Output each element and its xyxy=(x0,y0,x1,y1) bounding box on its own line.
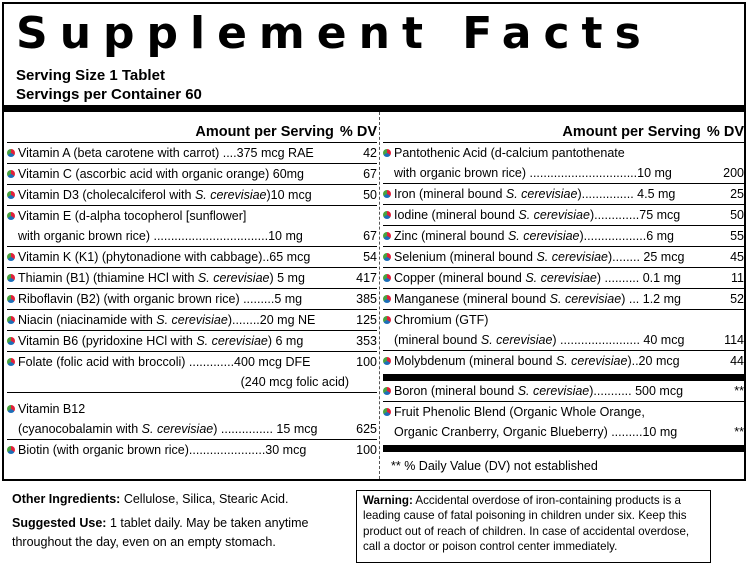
nutrient-text xyxy=(7,164,349,184)
nutrient-line: Vitamin E (d-alpha tocopherol [sunflower] xyxy=(18,209,247,223)
bullet-icon xyxy=(383,149,391,157)
nutrient-row xyxy=(383,289,744,310)
nutrient-text xyxy=(383,205,716,225)
section-rule xyxy=(383,374,744,381)
nutrient-row xyxy=(383,351,744,371)
dv-value: 44 xyxy=(730,354,744,368)
bullet-icon xyxy=(7,253,15,261)
nutrient-row xyxy=(383,310,744,351)
amount-header: Amount per Serving xyxy=(562,124,701,140)
nutrient-line: Copper (mineral bound S. cerevisiae) .......... 0.1 mg xyxy=(394,271,681,285)
nutrient-row xyxy=(7,143,377,164)
nutrient-row xyxy=(7,247,377,268)
column-divider xyxy=(379,112,380,479)
bullet-icon xyxy=(7,274,15,282)
nutrient-row xyxy=(383,205,744,226)
thick-rule xyxy=(4,105,744,112)
nutrient-line: Manganese (mineral bound S. cerevisiae) ... 1.2 mg xyxy=(394,292,681,306)
nutrient-text xyxy=(7,331,349,351)
other-ingredients-label: Other Ingredients: xyxy=(12,492,121,506)
nutrient-line-continued: with organic brown rice) ...............................10 mg xyxy=(394,166,672,180)
bullet-icon xyxy=(383,316,391,324)
nutrient-line: Vitamin A (beta carotene with carrot) ....375 mcg RAE xyxy=(18,146,314,160)
nutrient-text xyxy=(7,289,349,309)
dv-value: 100 xyxy=(356,355,377,369)
nutrient-line: Fruit Phenolic Blend (Organic Whole Orange, xyxy=(394,405,645,419)
nutrient-row xyxy=(7,164,377,185)
nutrient-text xyxy=(7,310,349,330)
nutrient-line: Biotin (with organic brown rice)......................30 mcg xyxy=(18,443,307,457)
nutrient-line: Chromium (GTF) xyxy=(394,313,489,327)
dv-value: 385 xyxy=(356,292,377,306)
right-column-header xyxy=(383,121,744,143)
bullet-icon xyxy=(7,191,15,199)
dv-header: % DV xyxy=(706,124,744,140)
nutrient-row xyxy=(383,402,744,442)
nutrient-line: Vitamin K (K1) (phytonadione with cabbage)..65 mcg xyxy=(18,250,311,264)
nutrient-row xyxy=(7,268,377,289)
servings-per-container: Servings per Container 60 xyxy=(16,86,202,103)
dv-value: 417 xyxy=(356,271,377,285)
warning-label: Warning: xyxy=(363,494,413,507)
warning-text: Accidental overdose of iron-containing products is a leading cause of fatal poisoning in children under six. Keep this product out of reach of children. In case of accidental overdose, call a doctor or poison control center immediately. xyxy=(363,494,690,554)
bullet-icon xyxy=(7,316,15,324)
nutrient-text xyxy=(7,185,349,205)
nutrient-text xyxy=(383,402,716,442)
nutrient-line: Selenium (mineral bound S. cerevisiae)........ 25 mcg xyxy=(394,250,685,264)
bullet-icon xyxy=(7,149,15,157)
dv-value: 52 xyxy=(730,292,744,306)
bullet-icon xyxy=(7,446,15,454)
dv-value: 67 xyxy=(363,167,377,181)
nutrient-text xyxy=(383,226,716,246)
bullet-icon xyxy=(7,405,15,413)
nutrient-row xyxy=(7,310,377,331)
dv-value: 11 xyxy=(731,271,744,285)
nutrient-line-continued: (cyanocobalamin with S. cerevisiae) ............... 15 mcg xyxy=(18,422,318,436)
dv-value: 200 xyxy=(723,166,744,180)
nutrient-row xyxy=(383,226,744,247)
nutrient-line-continued: Organic Cranberry, Organic Blueberry) .........10 mg xyxy=(394,425,678,439)
dv-value: 50 xyxy=(730,208,744,222)
dv-value: 100 xyxy=(356,443,377,457)
warning-box xyxy=(356,490,711,563)
bullet-icon xyxy=(7,358,15,366)
nutrient-line-continued: (mineral bound S. cerevisiae) ....................... 40 mcg xyxy=(394,333,685,347)
dv-value: 25 xyxy=(730,187,744,201)
other-ingredients xyxy=(12,490,342,508)
nutrient-row xyxy=(383,268,744,289)
nutrient-text xyxy=(383,184,716,204)
nutrient-line: Molybdenum (mineral bound S. cerevisiae)..20 mcg xyxy=(394,354,680,368)
dv-value: 353 xyxy=(356,334,377,348)
dv-value: 50 xyxy=(363,188,377,202)
bullet-icon xyxy=(383,253,391,261)
bullet-icon xyxy=(7,337,15,345)
serving-size: Serving Size 1 Tablet xyxy=(16,67,165,84)
dv-footnote: ** % Daily Value (DV) not established xyxy=(391,459,598,473)
bullet-icon xyxy=(383,232,391,240)
other-ingredients-text: Cellulose, Silica, Stearic Acid. xyxy=(120,492,289,506)
nutrient-row xyxy=(7,440,377,460)
nutrient-text xyxy=(7,268,349,288)
nutrient-row xyxy=(7,331,377,352)
suggested-use xyxy=(12,514,342,552)
nutrient-line-continued: (240 mcg folic acid) xyxy=(240,375,349,389)
nutrient-row xyxy=(7,352,377,393)
nutrient-text xyxy=(7,399,349,439)
bullet-icon xyxy=(383,190,391,198)
nutrient-line: Folate (folic acid with broccoli) .............400 mcg DFE xyxy=(18,355,311,369)
nutrient-line: Niacin (niacinamide with S. cerevisiae)........20 mg NE xyxy=(18,313,316,327)
bullet-icon xyxy=(7,170,15,178)
nutrient-row xyxy=(7,206,377,247)
nutrient-row xyxy=(383,381,744,402)
nutrient-text xyxy=(383,381,716,401)
right-column xyxy=(383,112,744,479)
nutrient-text xyxy=(7,440,349,460)
nutrient-line: Vitamin C (ascorbic acid with organic orange) 60mg xyxy=(18,167,305,181)
left-column xyxy=(7,112,377,479)
right-nutrient-list xyxy=(383,143,744,371)
nutrient-text xyxy=(7,352,349,392)
nutrient-text xyxy=(383,310,716,350)
nutrient-row xyxy=(7,185,377,206)
nutrient-row xyxy=(383,143,744,184)
nutrient-row xyxy=(383,247,744,268)
nutrient-line: Vitamin B12 xyxy=(18,402,86,416)
bullet-icon xyxy=(383,387,391,395)
bullet-icon xyxy=(7,212,15,220)
nutrient-text xyxy=(7,143,349,163)
dv-value: 45 xyxy=(730,250,744,264)
nutrient-text xyxy=(383,289,716,309)
nutrient-line: Iron (mineral bound S. cerevisiae)............... 4.5 mg xyxy=(394,187,676,201)
nutrient-text xyxy=(383,143,716,183)
nutrient-text xyxy=(7,206,349,246)
nutrient-line-continued: with organic brown rice) .................................10 mg xyxy=(18,229,303,243)
nutrient-row xyxy=(383,184,744,205)
nutrient-line: Thiamin (B1) (thiamine HCl with S. cerevisiae) 5 mg xyxy=(18,271,305,285)
dv-value: 42 xyxy=(363,146,377,160)
bullet-icon xyxy=(383,211,391,219)
nutrient-text xyxy=(7,247,349,267)
other-ingredients-list xyxy=(383,381,744,442)
panel-title: Supplement Facts xyxy=(16,8,653,59)
dv-value: ** xyxy=(734,384,744,398)
bullet-icon xyxy=(383,357,391,365)
supplement-facts-panel xyxy=(2,2,746,481)
suggested-use-label: Suggested Use: xyxy=(12,516,107,530)
nutrient-line: Riboflavin (B2) (with organic brown rice) .........5 mg xyxy=(18,292,303,306)
dv-value: ** xyxy=(734,425,744,439)
dv-value: 625 xyxy=(356,422,377,436)
nutrient-line: Iodine (mineral bound S. cerevisiae).............75 mcg xyxy=(394,208,681,222)
bullet-icon xyxy=(383,274,391,282)
bullet-icon xyxy=(383,295,391,303)
nutrient-row xyxy=(7,289,377,310)
nutrient-line: Zinc (mineral bound S. cerevisiae)..................6 mg xyxy=(394,229,674,243)
nutrient-line: Vitamin D3 (cholecalciferol with S. cerevisiae)10 mcg xyxy=(18,188,312,202)
amount-header: Amount per Serving xyxy=(195,124,334,140)
nutrient-text xyxy=(383,351,716,371)
bullet-icon xyxy=(383,408,391,416)
dv-value: 54 xyxy=(363,250,377,264)
dv-header: % DV xyxy=(339,124,377,140)
dv-value: 67 xyxy=(363,229,377,243)
suggested-use-text: 1 tablet daily. May be taken anytime throughout the day, even on an empty stomach. xyxy=(12,516,309,549)
dv-value: 125 xyxy=(356,313,377,327)
section-rule xyxy=(383,445,744,452)
nutrient-row xyxy=(7,393,377,440)
dv-value: 114 xyxy=(724,333,744,347)
nutrient-line: Pantothenic Acid (d-calcium pantothenate xyxy=(394,146,625,160)
left-column-header xyxy=(7,121,377,143)
nutrient-line: Boron (mineral bound S. cerevisiae)........... 500 mcg xyxy=(394,384,684,398)
left-nutrient-list xyxy=(7,143,377,460)
dv-value: 55 xyxy=(730,229,744,243)
nutrient-text xyxy=(383,247,716,267)
bullet-icon xyxy=(7,295,15,303)
nutrient-text xyxy=(383,268,716,288)
nutrient-line: Vitamin B6 (pyridoxine HCl with S. cerevisiae) 6 mg xyxy=(18,334,304,348)
